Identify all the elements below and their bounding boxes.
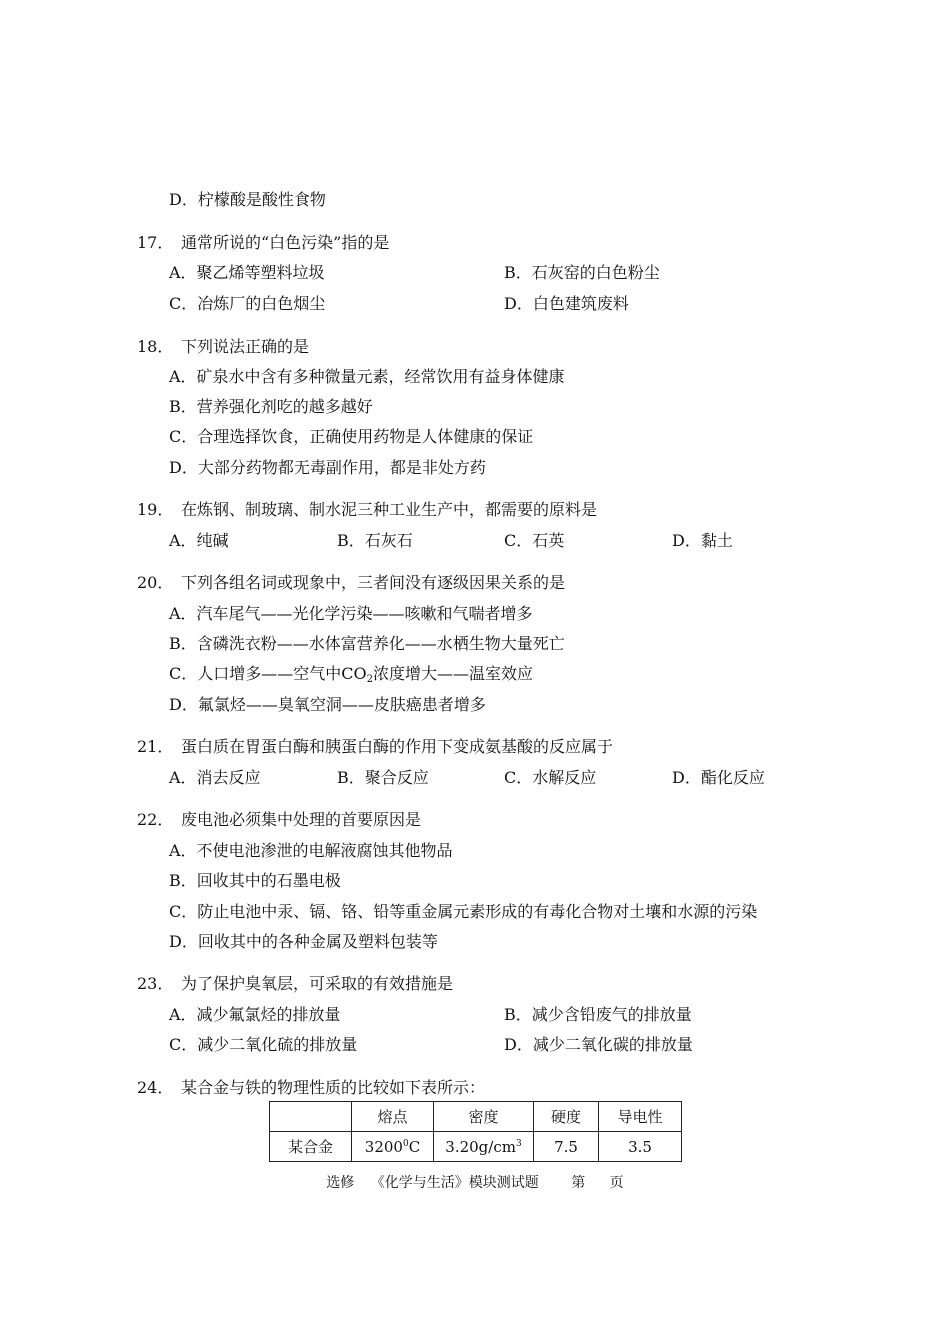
option-c-rest: 浓度增大——温室效应	[372, 664, 533, 683]
question-stem: 废电池必须集中处理的首要原因是	[181, 810, 422, 829]
question-number: 23．	[137, 974, 174, 993]
option-b: B．减少含铅废气的排放量	[504, 1005, 692, 1024]
alloy-properties-table	[269, 1101, 682, 1162]
density-value	[434, 1132, 534, 1162]
table-header-conductivity: 导电性	[599, 1102, 682, 1132]
option-d: D．白色建筑废料	[504, 294, 629, 313]
co2-subscript: 2	[366, 674, 373, 685]
table-header-empty	[270, 1102, 352, 1132]
option-d: D．氟氯烃——臭氧空洞——皮肤癌患者增多	[169, 695, 486, 714]
option-c: C．石英	[504, 531, 565, 550]
option-d: D．大部分药物都无毒副作用，都是非处方药	[169, 458, 486, 477]
option-b: B．石灰窑的白色粉尘	[504, 263, 660, 282]
option-d: D．酯化反应	[672, 768, 765, 787]
table-row	[270, 1132, 682, 1162]
option-d: D．减少二氧化碳的排放量	[504, 1035, 693, 1054]
option-c: C．减少二氧化硫的排放量	[169, 1035, 358, 1054]
q16-option-d: D．柠檬酸是酸性食物	[169, 190, 326, 209]
table-header-density: 密度	[434, 1102, 534, 1132]
option-a: A．矿泉水中含有多种微量元素，经常饮用有益身体健康	[169, 367, 565, 386]
option-a: A．纯碱	[169, 531, 229, 550]
option-c	[169, 664, 533, 684]
footer-title: 《化学与生活》模块测试题	[370, 1175, 539, 1191]
question-number: 18．	[137, 337, 174, 356]
option-c-text: C．人口增多——空气中	[169, 664, 342, 683]
option-b: B．聚合反应	[337, 768, 429, 787]
question-number: 21．	[137, 737, 174, 756]
question-stem: 在炼钢、制玻璃、制水泥三种工业生产中，都需要的原料是	[181, 500, 598, 519]
melting-unit: C	[408, 1137, 421, 1156]
degree-sup: 0	[402, 1138, 409, 1149]
question-number: 20．	[137, 573, 174, 592]
question-number: 24．	[137, 1078, 174, 1097]
table-header-hardness: 硬度	[534, 1102, 599, 1132]
option-d: D．回收其中的各种金属及塑料包装等	[169, 932, 438, 951]
option-b: B．石灰石	[337, 531, 413, 550]
footer-page-suffix: 页	[609, 1175, 624, 1191]
co2-formula: CO	[341, 664, 367, 683]
page-footer	[0, 1172, 950, 1192]
option-c: C．水解反应	[504, 768, 597, 787]
option-a: A．不使电池渗泄的电解液腐蚀其他物品	[169, 841, 453, 860]
question-stem: 某合金与铁的物理性质的比较如下表所示：	[181, 1078, 486, 1097]
question-number: 19．	[137, 500, 174, 519]
question-number: 17．	[137, 233, 174, 252]
question-stem: 为了保护臭氧层，可采取的有效措施是	[181, 974, 454, 993]
row-label: 某合金	[270, 1132, 352, 1162]
option-c: C．合理选择饮食，正确使用药物是人体健康的保证	[169, 427, 534, 446]
question-stem: 下列说法正确的是	[181, 337, 310, 356]
option-b: B．含磷洗衣粉——水体富营养化——水栖生物大量死亡	[169, 634, 565, 653]
option-a: A．聚乙烯等塑料垃圾	[169, 263, 325, 282]
option-a: A．减少氟氯烃的排放量	[169, 1005, 341, 1024]
option-b: B．营养强化剂吃的越多越好	[169, 397, 373, 416]
option-b: B．回收其中的石墨电极	[169, 871, 341, 890]
table-header-melting-point: 熔点	[352, 1102, 434, 1132]
table-header-row	[270, 1102, 682, 1132]
melting-value: 3200	[364, 1137, 403, 1156]
question-stem: 下列各组名词或现象中，三者间没有逐级因果关系的是	[181, 573, 566, 592]
footer-course: 选修	[326, 1175, 355, 1191]
conductivity-value: 3.5	[599, 1132, 682, 1162]
option-a: A．汽车尾气——光化学污染——咳嗽和气喘者增多	[169, 604, 533, 623]
question-number: 22．	[137, 810, 174, 829]
density-sup: 3	[515, 1138, 522, 1149]
footer-page-prefix: 第	[571, 1175, 586, 1191]
question-stem: 通常所说的“白色污染”指的是	[181, 233, 390, 252]
density-number: 3.20g/cm	[445, 1137, 516, 1156]
melting-point-value	[352, 1132, 434, 1162]
question-stem: 蛋白质在胃蛋白酶和胰蛋白酶的作用下变成氨基酸的反应属于	[181, 737, 614, 756]
option-c: C．防止电池中汞、镉、铬、铅等重金属元素形成的有毒化合物对土壤和水源的污染	[169, 902, 758, 921]
option-a: A．消去反应	[169, 768, 261, 787]
option-d: D．黏土	[672, 531, 733, 550]
option-c: C．冶炼厂的白色烟尘	[169, 294, 326, 313]
hardness-value: 7.5	[534, 1132, 599, 1162]
